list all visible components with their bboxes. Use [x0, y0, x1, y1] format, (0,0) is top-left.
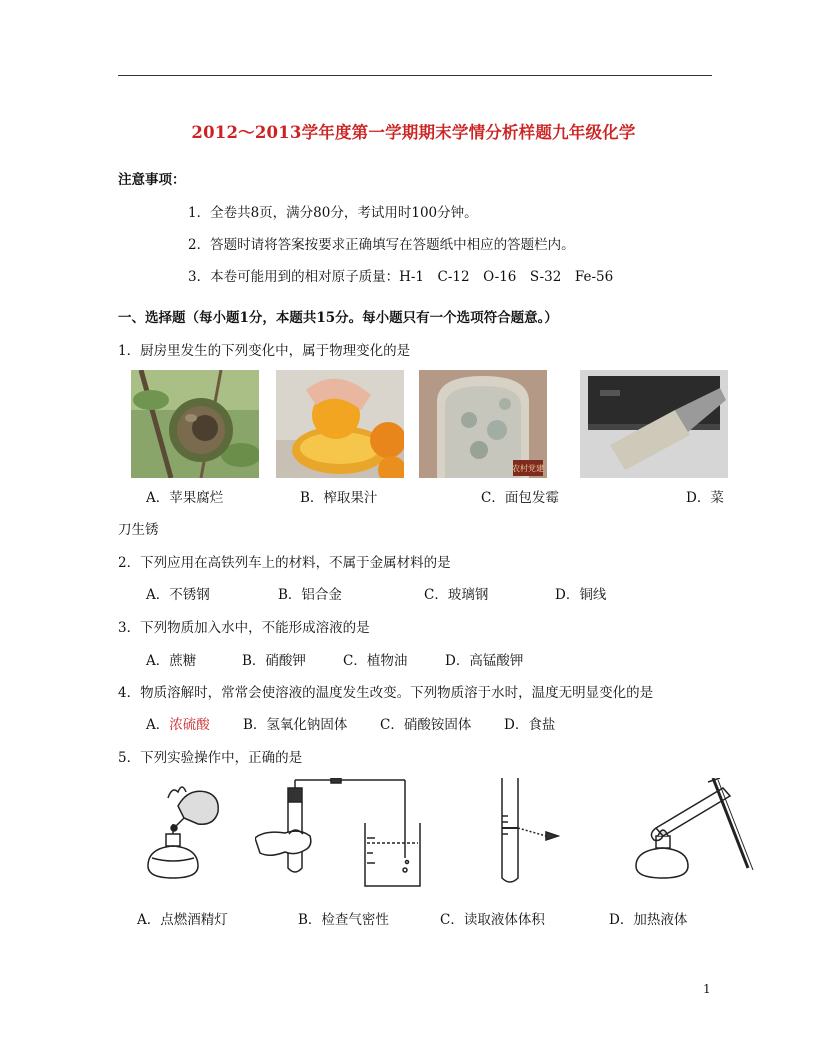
reading-volume-figure: [490, 778, 580, 888]
option-label: A．不锈钢: [146, 587, 210, 603]
option-label: B．榨取果汁: [300, 490, 378, 506]
question-stem: 1．厨房里发生的下列变化中，属于物理变化的是: [118, 343, 411, 359]
rotten-apple-image: [131, 370, 259, 478]
option-label: A．蔗糖: [146, 653, 197, 669]
option-label: B．硝酸钾: [242, 653, 306, 669]
heating-liquid-figure: [628, 778, 763, 893]
notes-item: 2．答题时请将答案按要求正确填写在答题纸中相应的答题栏内。: [188, 237, 575, 253]
option-label-wrap: 刀生锈: [118, 522, 159, 538]
option-prefix: A．: [146, 717, 170, 733]
question-stem: 2．下列应用在高铁列车上的材料，不属于金属材料的是: [118, 555, 451, 571]
option-label: A．点燃酒精灯: [137, 912, 228, 928]
rusty-knife-image: [580, 370, 728, 478]
option-label: B．铝合金: [278, 587, 342, 603]
photo-watermark: 农村党建: [512, 464, 544, 473]
highlighted-answer: 浓硫酸: [169, 717, 210, 733]
option-label: C．读取液体体积: [440, 912, 545, 928]
option-label: B．检查气密性: [298, 912, 389, 928]
option-label: [146, 713, 210, 733]
page-number: 1: [703, 982, 711, 996]
option-label: D．高锰酸钾: [445, 653, 524, 669]
moldy-bread-image: [419, 370, 547, 478]
option-label: A．苹果腐烂: [146, 490, 224, 506]
notes-item: 1．全卷共8页，满分80分，考试用时100分钟。: [188, 205, 478, 221]
option-label: D．菜: [686, 490, 724, 506]
section-heading: 一、选择题（每小题1分，本题共15分。每小题只有一个选项符合题意。）: [118, 310, 558, 326]
notes-item: 3．本卷可能用到的相对原子质量：H-1 C-12 O-16 S-32 Fe-56: [188, 269, 614, 285]
option-label: D．加热液体: [609, 912, 688, 928]
header-rule: [118, 75, 712, 76]
lighting-alcohol-lamp-figure: [138, 778, 228, 888]
option-label: C．玻璃钢: [424, 587, 489, 603]
option-label: D．食盐: [504, 717, 556, 733]
option-label: C．植物油: [343, 653, 408, 669]
question-stem: 5．下列实验操作中，正确的是: [118, 750, 303, 766]
airtightness-check-figure: [255, 778, 440, 893]
question-stem: 4．物质溶解时，常常会使溶液的温度发生改变。下列物质溶于水时，温度无明显变化的是: [118, 685, 654, 701]
page-title: 2012～2013学年度第一学期期末学情分析样题九年级化学: [191, 123, 636, 142]
option-label: D．铜线: [555, 587, 607, 603]
question-stem: 3．下列物质加入水中，不能形成溶液的是: [118, 620, 370, 636]
option-label: C．硝酸铵固体: [380, 717, 472, 733]
option-label: B．氢氧化钠固体: [243, 717, 348, 733]
option-label: C．面包发霉: [481, 490, 559, 506]
juicer-image: [276, 370, 404, 478]
notes-heading: 注意事项：: [118, 172, 186, 188]
